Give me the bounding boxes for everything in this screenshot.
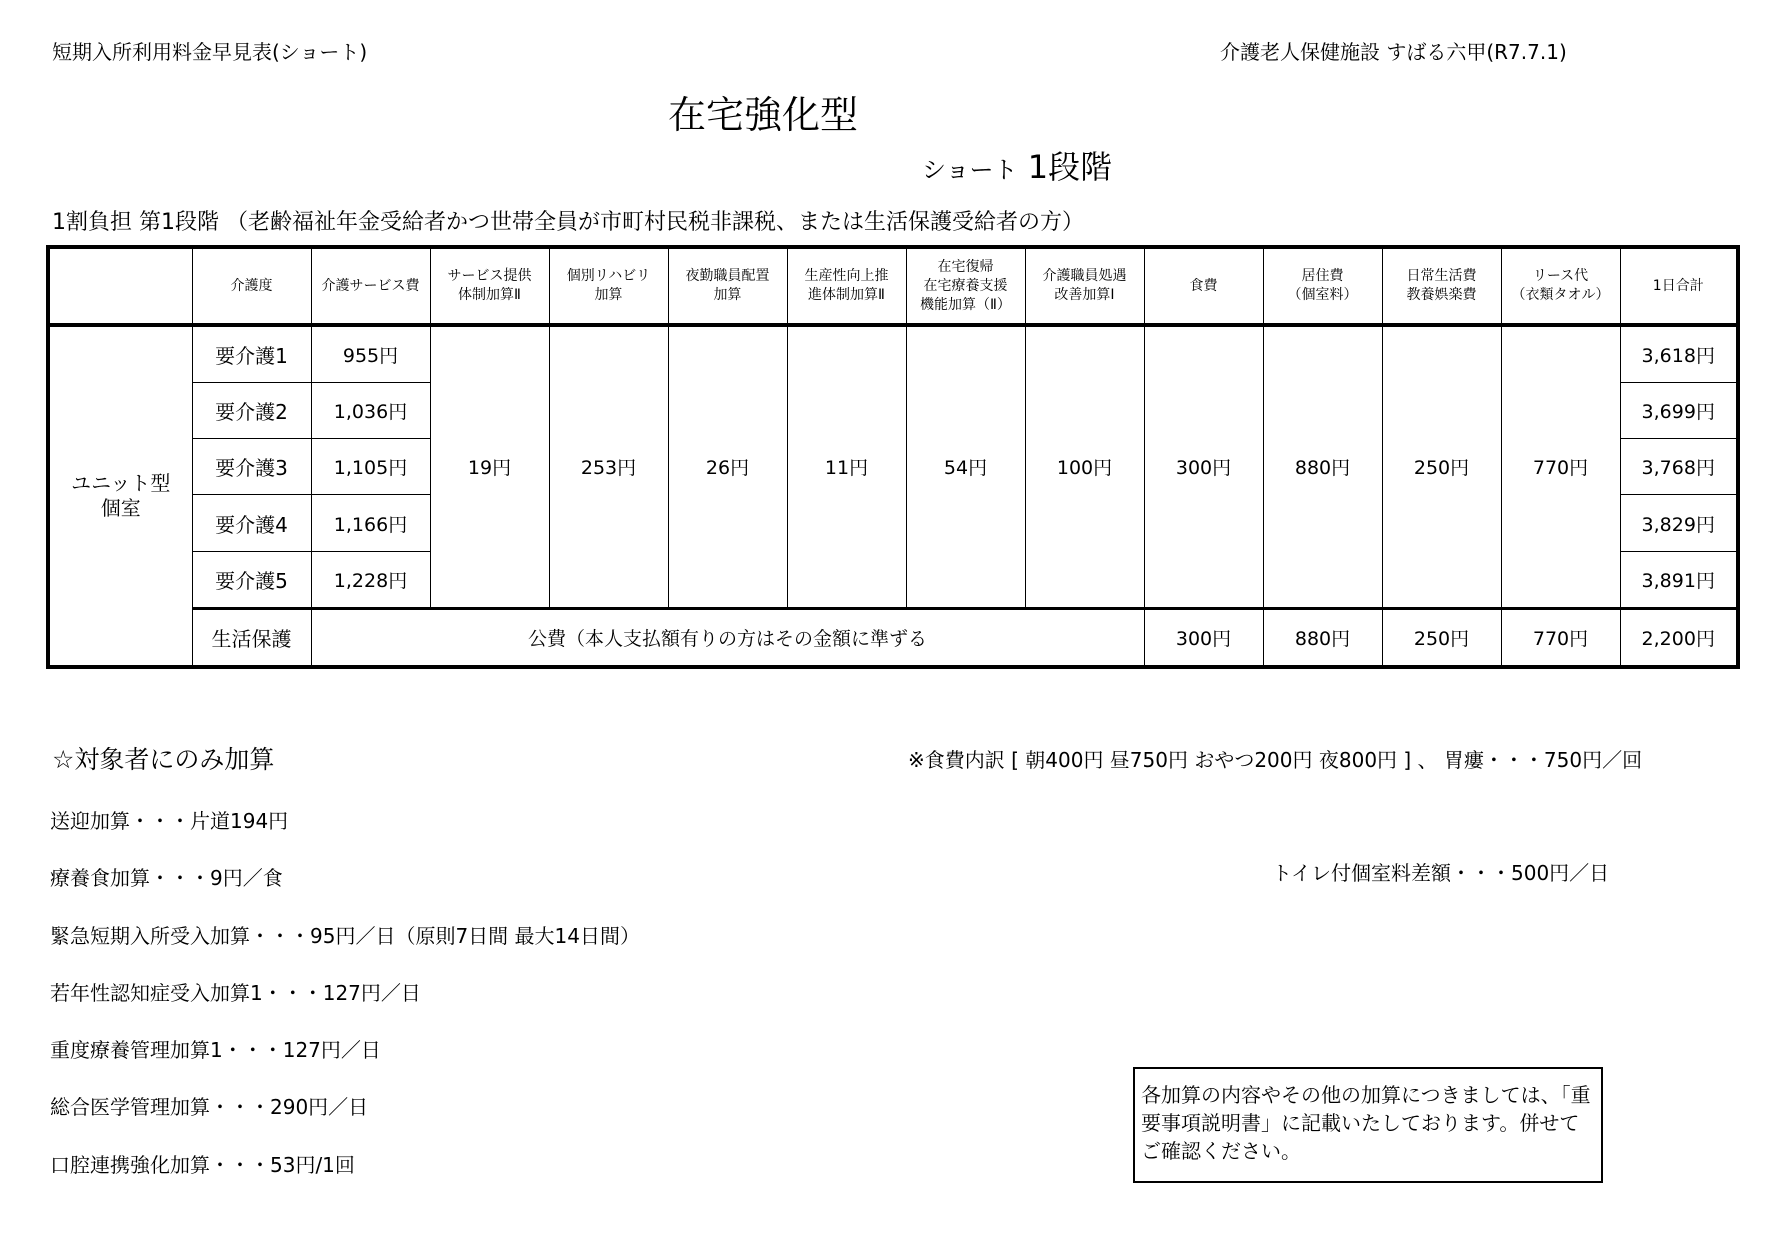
daily-total-cell: 3,891円 [1620,551,1738,608]
service-fee-cell: 1,105円 [311,439,430,495]
header-rehab: 個別リハビリ 加算 [549,247,668,325]
service-fee-cell: 955円 [311,325,430,383]
header-daily-total: 1日合計 [1620,247,1738,325]
header-home-return: 在宅復帰 在宅療養支援 機能加算（Ⅱ） [906,247,1025,325]
home-return-cell: 54円 [906,325,1025,608]
service-fee-cell: 1,228円 [311,551,430,608]
header-corner [48,247,192,325]
care-level-cell: 要介護2 [192,383,311,439]
page-subtitle [922,142,1112,188]
extra-item: 口腔連携強化加算・・・53円/1回 [50,1153,355,1177]
service-fee-cell: 1,036円 [311,383,430,439]
header-meal: 食費 [1144,247,1263,325]
extra-item: 送迎加算・・・片道194円 [50,809,289,833]
header-service-provision: サービス提供 体制加算Ⅱ [430,247,549,325]
header-staff-treatment: 介護職員処遇 改善加算Ⅰ [1025,247,1144,325]
care-level-cell: 要介護1 [192,325,311,383]
lease-cell: 770円 [1501,325,1620,608]
header-daily-living: 日常生活費 教養娯楽費 [1382,247,1501,325]
care-level-cell: 生活保護 [192,608,311,667]
daily-total-cell: 3,618円 [1620,325,1738,383]
daily-living-cell: 250円 [1382,608,1501,667]
service-fee-cell: 1,166円 [311,495,430,551]
header-productivity: 生産性向上推 進体制加算Ⅱ [787,247,906,325]
lease-cell: 770円 [1501,608,1620,667]
staff-treatment-cell: 100円 [1025,325,1144,608]
extra-item: 緊急短期入所受入加算・・・95円／日（原則7日間 最大14日間） [50,924,640,948]
header-night-staff: 夜勤職員配置 加算 [668,247,787,325]
daily-total-cell: 2,200円 [1620,608,1738,667]
table-row [48,325,1738,383]
meal-cell: 300円 [1144,325,1263,608]
care-level-cell: 要介護5 [192,551,311,608]
extra-item: 若年性認知症受入加算1・・・127円／日 [50,981,421,1005]
rehab-cell: 253円 [549,325,668,608]
notice-box: 各加算の内容やその他の加算につきましては、「重要事項説明書」に記載いたしております。併せてご確認ください。 [1133,1067,1603,1183]
page-title: 在宅強化型 [668,93,859,137]
public-expense-note-cell: 公費（本人支払額有りの方はその金額に準ずる [311,608,1144,667]
productivity-cell: 11円 [787,325,906,608]
document-header-right: 介護老人保健施設 すばる六甲(R7.7.1) [1220,40,1567,64]
extra-item: 総合医学管理加算・・・290円／日 [50,1095,369,1119]
meal-cell: 300円 [1144,608,1263,667]
daily-living-cell: 250円 [1382,325,1501,608]
residence-cell: 880円 [1263,608,1382,667]
document-header-left: 短期入所利用料金早見表(ショート) [52,40,368,64]
extra-item: 療養食加算・・・9円／食 [50,866,283,890]
extras-title: ☆対象者にのみ加算 [52,745,275,774]
header-lease: リース代 （衣類タオル） [1501,247,1620,325]
subtitle-main: 1段階 [1017,148,1113,186]
care-level-cell: 要介護4 [192,495,311,551]
toilet-room-surcharge: トイレ付個室料差額・・・500円／日 [1272,861,1610,885]
extra-item: 重度療養管理加算1・・・127円／日 [50,1038,381,1062]
fee-table [46,245,1740,669]
daily-total-cell: 3,768円 [1620,439,1738,495]
header-row [48,247,1738,325]
service-provision-cell: 19円 [430,325,549,608]
daily-total-cell: 3,699円 [1620,383,1738,439]
residence-cell: 880円 [1263,325,1382,608]
night-staff-cell: 26円 [668,325,787,608]
daily-total-cell: 3,829円 [1620,495,1738,551]
header-service-fee: 介護サービス費 [311,247,430,325]
header-residence: 居住費 （個室料） [1263,247,1382,325]
room-type-cell: ユニット型 個室 [48,325,192,667]
care-level-cell: 要介護3 [192,439,311,495]
meal-breakdown-note: ※食費内訳 [ 朝400円 昼750円 おやつ200円 夜800円 ] 、 胃瘻・・・750円／回 [908,748,1643,772]
burden-description: 1割負担 第1段階 （老齢福祉年金受給者かつ世帯全員が市町村民税非課税、または生活保護受給者の方） [52,210,1084,235]
welfare-row [48,608,1738,667]
subtitle-prefix: ショート [922,156,1018,184]
header-care-level: 介護度 [192,247,311,325]
